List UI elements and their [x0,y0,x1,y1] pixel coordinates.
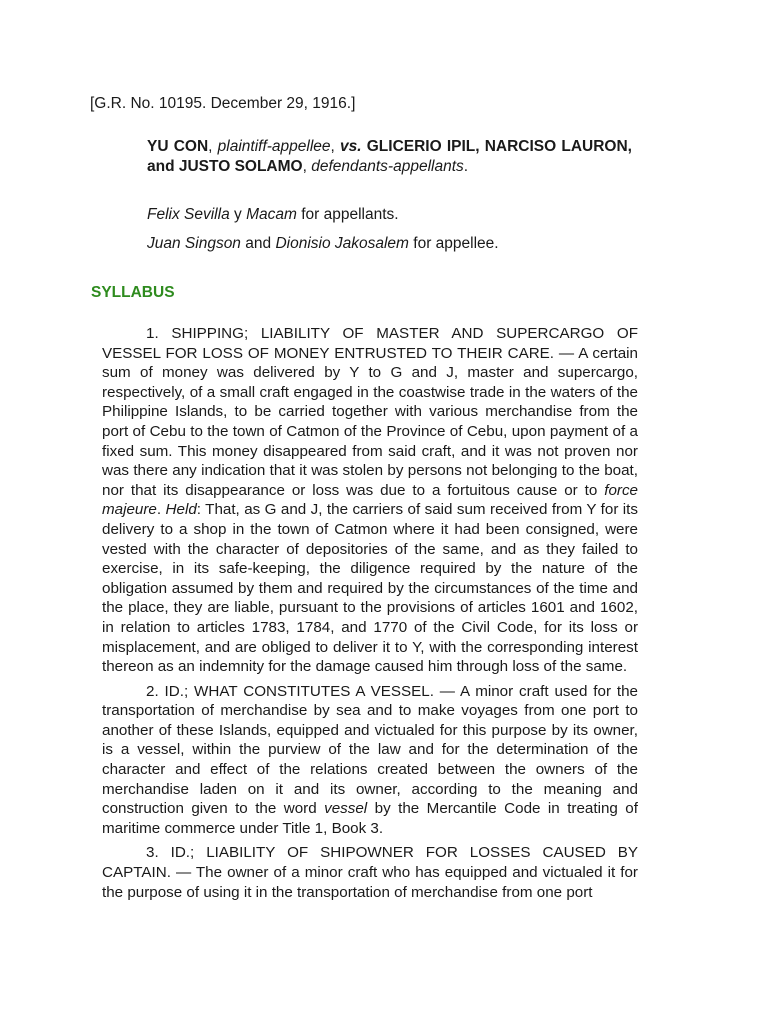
syllabus-body [102,324,638,907]
counsel-appellants [147,205,399,225]
syllabus-paragraph-2-text-a: 2. ID.; WHAT CONSTITUTES A VESSEL. — A minor craft used for the transportation of merchandise by sea and to make voyages from one port to another of these Islands, equipped and victualed for this purpose by its owner, is a vessel, within the purview of the law and for the determination of the character and effect of the relations created between the owners of the merchandise laden on it and its owner, according to the meaning and construction given to the word [102,682,638,818]
appellants-lawyer-1: Felix Sevilla [147,206,230,223]
plaintiff-role: plaintiff-appellee [217,138,331,155]
defendants-names: GLICERIO IPIL, NARCISO LAURON, and JUSTO SOLAMO [147,138,632,175]
syllabus-paragraph-2 [102,682,638,839]
appellee-suffix: for appellee. [413,235,499,252]
defendants-role: defendants-appellants [311,158,464,175]
appellants-suffix: for appellants. [301,206,399,223]
syllabus-paragraph-2-text-b: by the Mercantile Code in treating of maritime commerce under Title 1, Book 3. [102,800,638,837]
syllabus-heading: SYLLABUS [91,284,175,301]
syllabus-paragraph-1 [102,324,638,677]
counsel-appellee [147,234,499,254]
appellee-lawyer-1: Juan Singson [147,235,241,252]
held-term: Held [165,501,197,519]
appellants-connector: y [234,206,242,223]
vessel-term: vessel [324,800,368,818]
appellants-lawyer-2: Macam [246,206,297,223]
syllabus-paragraph-1-text-c: : That, as G and J, the carriers of said sum received from Y for its delivery to a shop in the town of Catmon where it had been consigned, were vested with the character of depositories of the same, and as they failed to exercise, in its safe-keeping, the diligence required by the nature of the obligation assumed by them and required by the circumstances of the time and the place, they are liable, pursuant to the provisions of articles 1601 and 1602, in relation to articles 1783, 1784, and 1770 of the Civil Code, for its loss or misplacement, and are obliged to deliver it to Y, with the corresponding interest thereon as an indemnity for the damage caused him through loss of the same. [102,501,638,676]
syllabus-paragraph-3: 3. ID.; LIABILITY OF SHIPOWNER FOR LOSSES CAUSED BY CAPTAIN. — The owner of a minor craft who has equipped and victualed it for the purpose of using it in the transportation of merchandise from one port [102,844,638,901]
syllabus-paragraph-1-text-b: . [156,501,162,519]
appellee-lawyer-2: Dionisio Jakosalem [275,235,409,252]
case-parties: YU CON, plaintiff-appellee, vs. GLICERIO IPIL, NARCISO LAURON, and JUSTO SOLAMO, defendants-appellants. [147,138,632,175]
appellee-connector: and [245,235,272,252]
plaintiff-name: YU CON [147,138,209,155]
versus-label: vs. [340,138,362,155]
syllabus-paragraph-1-text-a: 1. SHIPPING; LIABILITY OF MASTER AND SUPERCARGO OF VESSEL FOR LOSS OF MONEY ENTRUSTED TO THEIR CARE. — A certain sum of money was delivered by Y to G and J, master and supercargo, respectively, of a small craft engaged in the coastwise trade in the waters of the Philippine Islands, to be carried together with various merchandise from the port of Cebu to the town of Catmon of the Province of Cebu, upon payment of a fixed sum. This money disappeared from said craft, and it was not proven nor was there any indication that it was stolen by persons not belonging to the boat, nor that its disappearance or loss was due to a fortuitous cause or to [102,325,638,499]
force-majeure-term: force majeure [102,481,638,519]
case-number: [G.R. No. 10195. December 29, 1916.] [90,95,356,112]
